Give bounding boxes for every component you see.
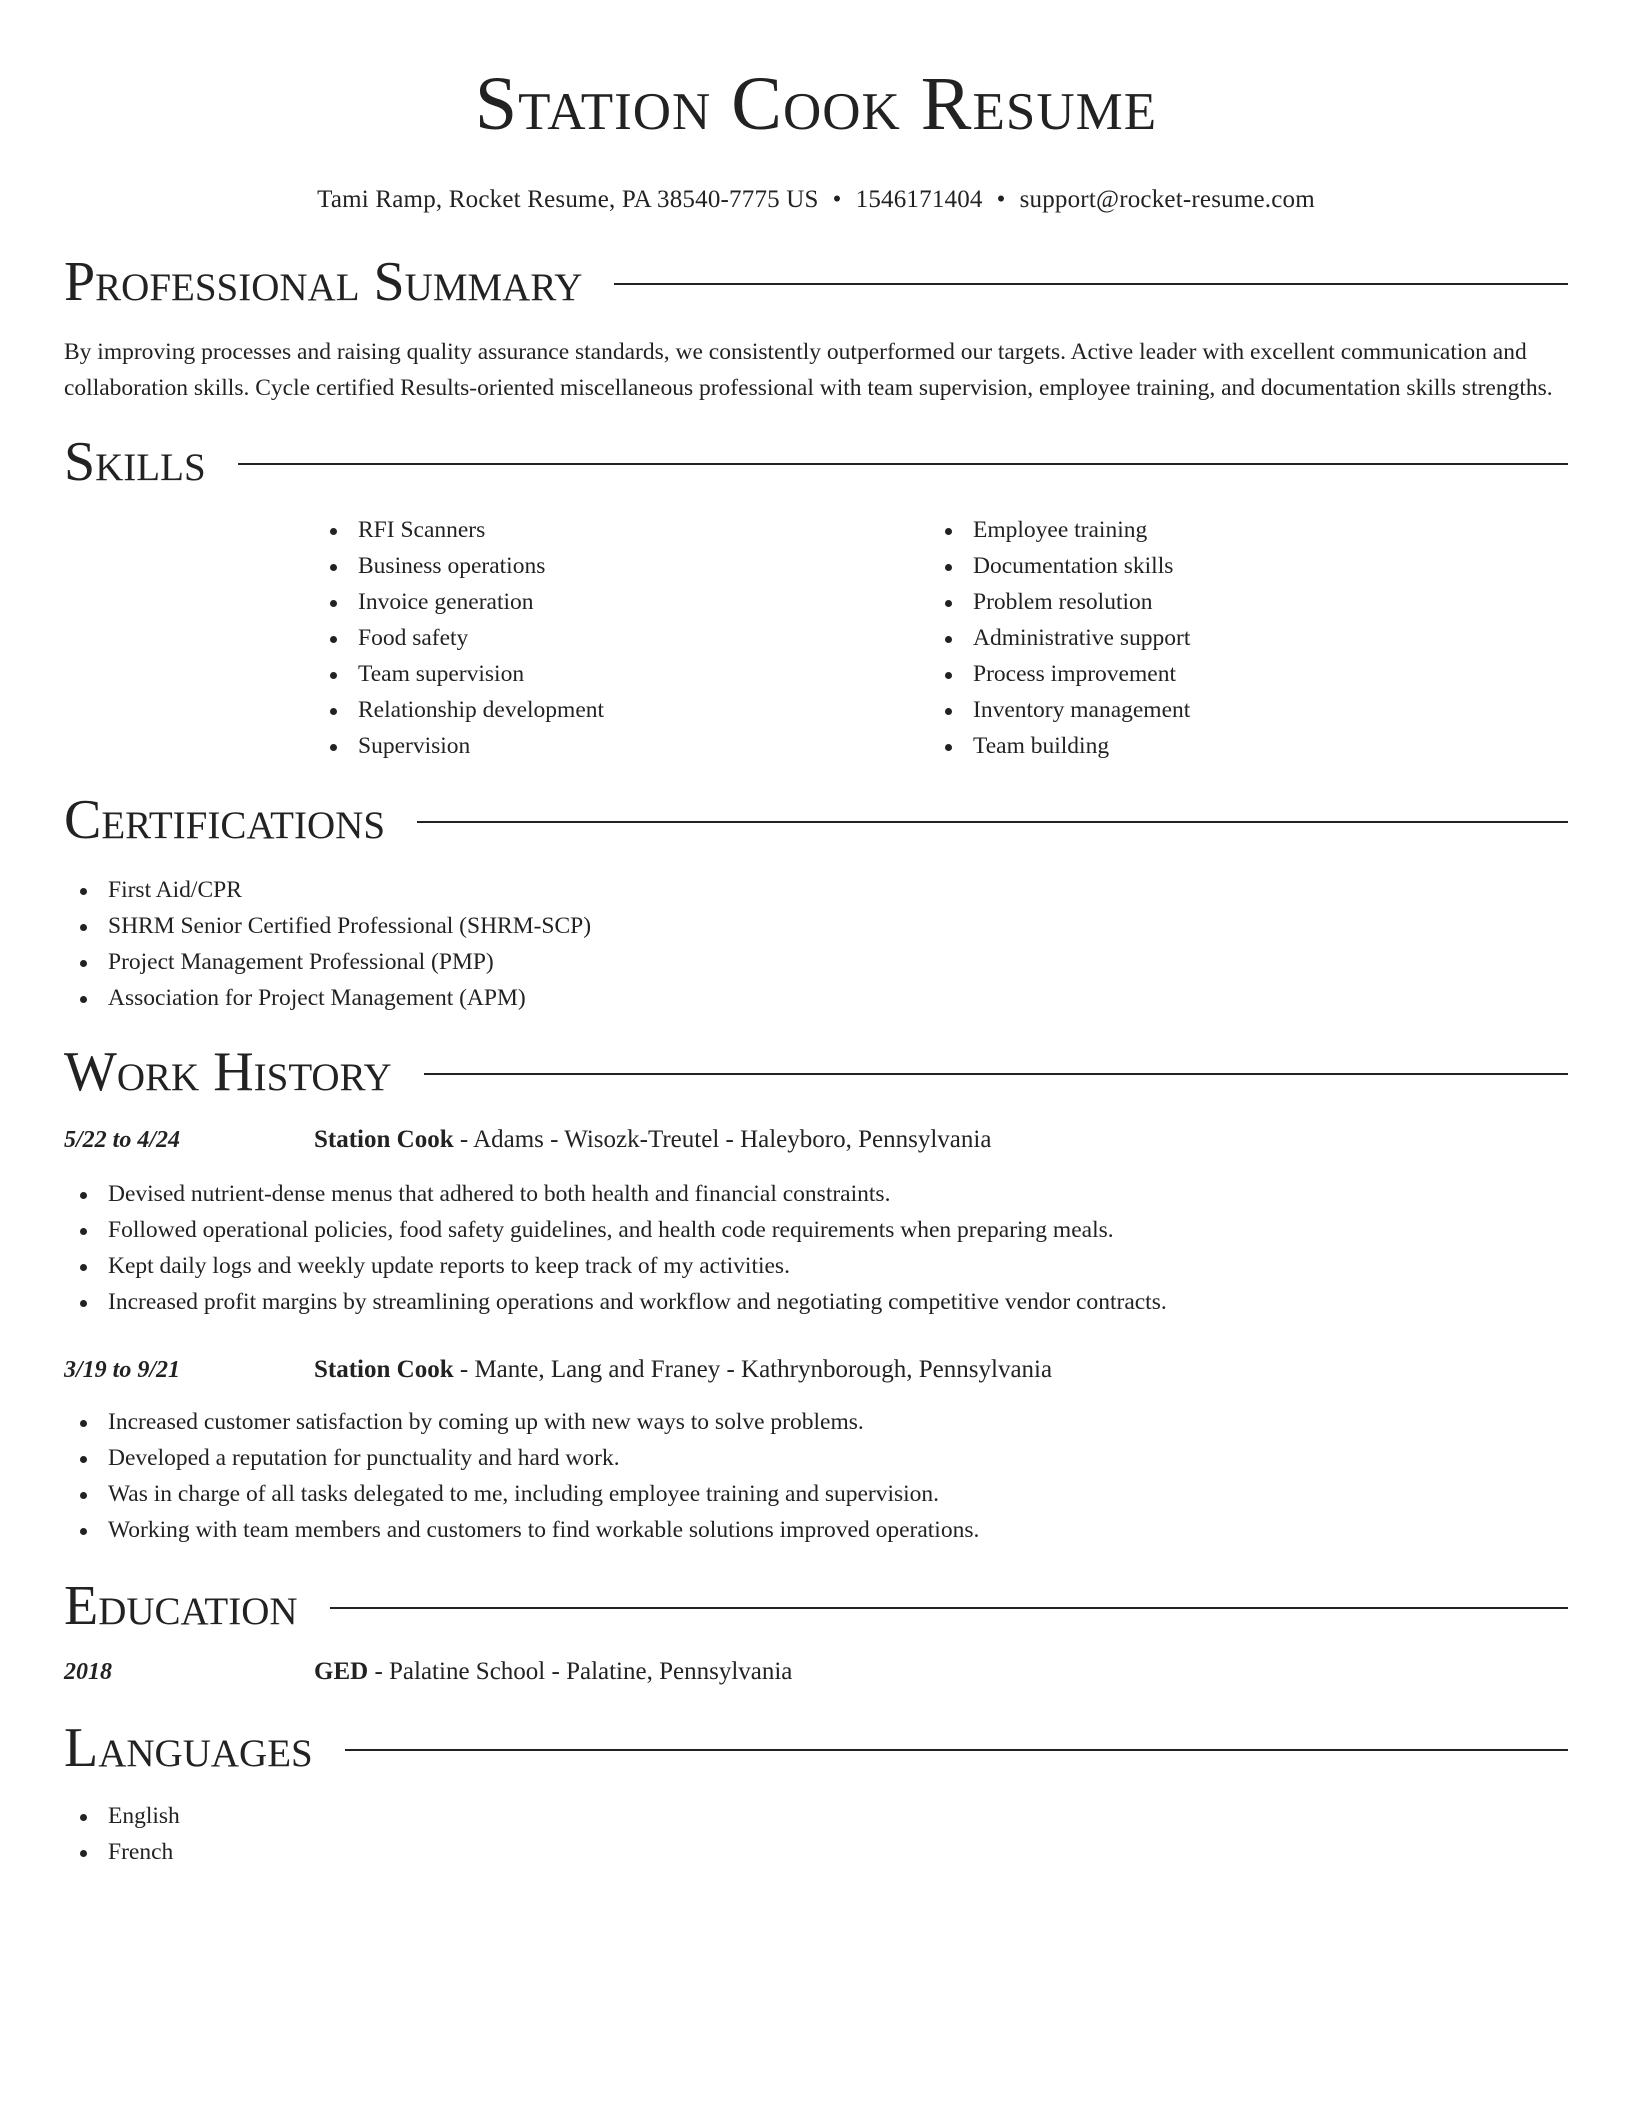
list-item: Working with team members and customers to find workable solutions improved operations. <box>64 1512 1568 1548</box>
section-heading-education <box>64 1576 1568 1636</box>
contact-address: Tami Ramp, Rocket Resume, PA 38540-7775 US <box>317 186 819 213</box>
job-role: Station Cook <box>314 1126 454 1153</box>
list-item: Supervision <box>314 728 929 764</box>
list-item: Followed operational policies, food safety guidelines, and health code requirements when preparing meals. <box>64 1212 1568 1248</box>
section-divider <box>417 821 1568 823</box>
list-item: Relationship development <box>314 692 929 728</box>
list-item: English <box>64 1798 1568 1834</box>
resume-title: Station Cook Resume <box>474 62 1158 146</box>
education-title-line <box>314 1654 792 1690</box>
contact-phone: 1546171404 <box>855 186 983 213</box>
languages-list <box>64 1798 1568 1870</box>
list-item: SHRM Senior Certified Professional (SHRM-SCP) <box>64 908 1568 944</box>
job-header <box>64 1352 1568 1388</box>
section-heading-certifications <box>64 790 1568 850</box>
job-bullets <box>64 1404 1568 1548</box>
summary-text: By improving processes and raising quality assurance standards, we consistently outperformed our targets. Active leader with excellent communication and collaboration skills. Cycle certified Results-oriented miscellaneous professional with team supervision, employee training, and documentation skills strengths. <box>64 339 1553 401</box>
section-divider <box>424 1073 1568 1075</box>
list-item: French <box>64 1834 1568 1870</box>
job-dates: 3/19 to 9/21 <box>64 1357 181 1383</box>
job-entry <box>64 1122 1568 1320</box>
section-title: Certifications <box>64 789 386 851</box>
section-heading-languages <box>64 1718 1568 1778</box>
certifications-list <box>64 872 1568 1016</box>
skills-list <box>314 512 1568 764</box>
list-item: Food safety <box>314 620 929 656</box>
list-item: Business operations <box>314 548 929 584</box>
list-item: Increased customer satisfaction by coming up with new ways to solve problems. <box>64 1404 1568 1440</box>
job-bullets <box>64 1176 1568 1320</box>
section-title: Languages <box>64 1717 313 1779</box>
skills-column-left <box>314 512 929 764</box>
job-title-line <box>314 1352 1052 1388</box>
section-title: Education <box>64 1575 298 1637</box>
list-item: Inventory management <box>929 692 1544 728</box>
job-role: Station Cook <box>314 1356 454 1383</box>
education-degree: GED <box>314 1658 369 1685</box>
list-item: Was in charge of all tasks delegated to me, including employee training and supervision. <box>64 1476 1568 1512</box>
education-entry <box>64 1654 1568 1690</box>
list-item: Employee training <box>929 512 1544 548</box>
list-item: Kept daily logs and weekly update reports to keep track of my activities. <box>64 1248 1568 1284</box>
job-title-line <box>314 1122 991 1158</box>
section-heading-summary <box>64 252 1568 312</box>
list-item: Team supervision <box>314 656 929 692</box>
contact-line <box>64 184 1568 216</box>
contact-email[interactable]: support@rocket-resume.com <box>1019 186 1315 213</box>
section-heading-skills <box>64 432 1568 492</box>
list-item: Process improvement <box>929 656 1544 692</box>
list-item: Increased profit margins by streamlining operations and workflow and negotiating competitive vendor contracts. <box>64 1284 1568 1320</box>
job-header <box>64 1122 1568 1158</box>
job-entry <box>64 1352 1568 1548</box>
list-item: Invoice generation <box>314 584 929 620</box>
education-details: - Palatine School - Palatine, Pennsylvania <box>368 1658 793 1685</box>
section-divider <box>614 283 1568 285</box>
section-title: Work History <box>64 1041 392 1103</box>
list-item: Devised nutrient-dense menus that adhered to both health and financial constraints. <box>64 1176 1568 1212</box>
section-divider <box>238 463 1568 465</box>
list-item: Project Management Professional (PMP) <box>64 944 1568 980</box>
contact-separator: • <box>832 186 842 213</box>
job-details: - Mante, Lang and Franey - Kathrynborough, Pennsylvania <box>453 1356 1053 1383</box>
contact-separator: • <box>996 186 1006 213</box>
list-item: First Aid/CPR <box>64 872 1568 908</box>
section-title: Skills <box>64 431 206 493</box>
list-item: Administrative support <box>929 620 1544 656</box>
education-year: 2018 <box>64 1659 112 1685</box>
job-dates: 5/22 to 4/24 <box>64 1127 181 1153</box>
list-item: RFI Scanners <box>314 512 929 548</box>
resume-page <box>64 0 1568 1870</box>
section-divider <box>330 1607 1568 1609</box>
skills-column-right <box>929 512 1544 764</box>
section-title: Professional Summary <box>64 251 583 313</box>
section-divider <box>345 1749 1568 1751</box>
job-details: - Adams - Wisozk-Treutel - Haleyboro, Pennsylvania <box>453 1126 992 1153</box>
list-item: Developed a reputation for punctuality and hard work. <box>64 1440 1568 1476</box>
list-item: Team building <box>929 728 1544 764</box>
list-item: Problem resolution <box>929 584 1544 620</box>
section-heading-work-history <box>64 1042 1568 1102</box>
list-item: Association for Project Management (APM) <box>64 980 1568 1016</box>
list-item: Documentation skills <box>929 548 1544 584</box>
